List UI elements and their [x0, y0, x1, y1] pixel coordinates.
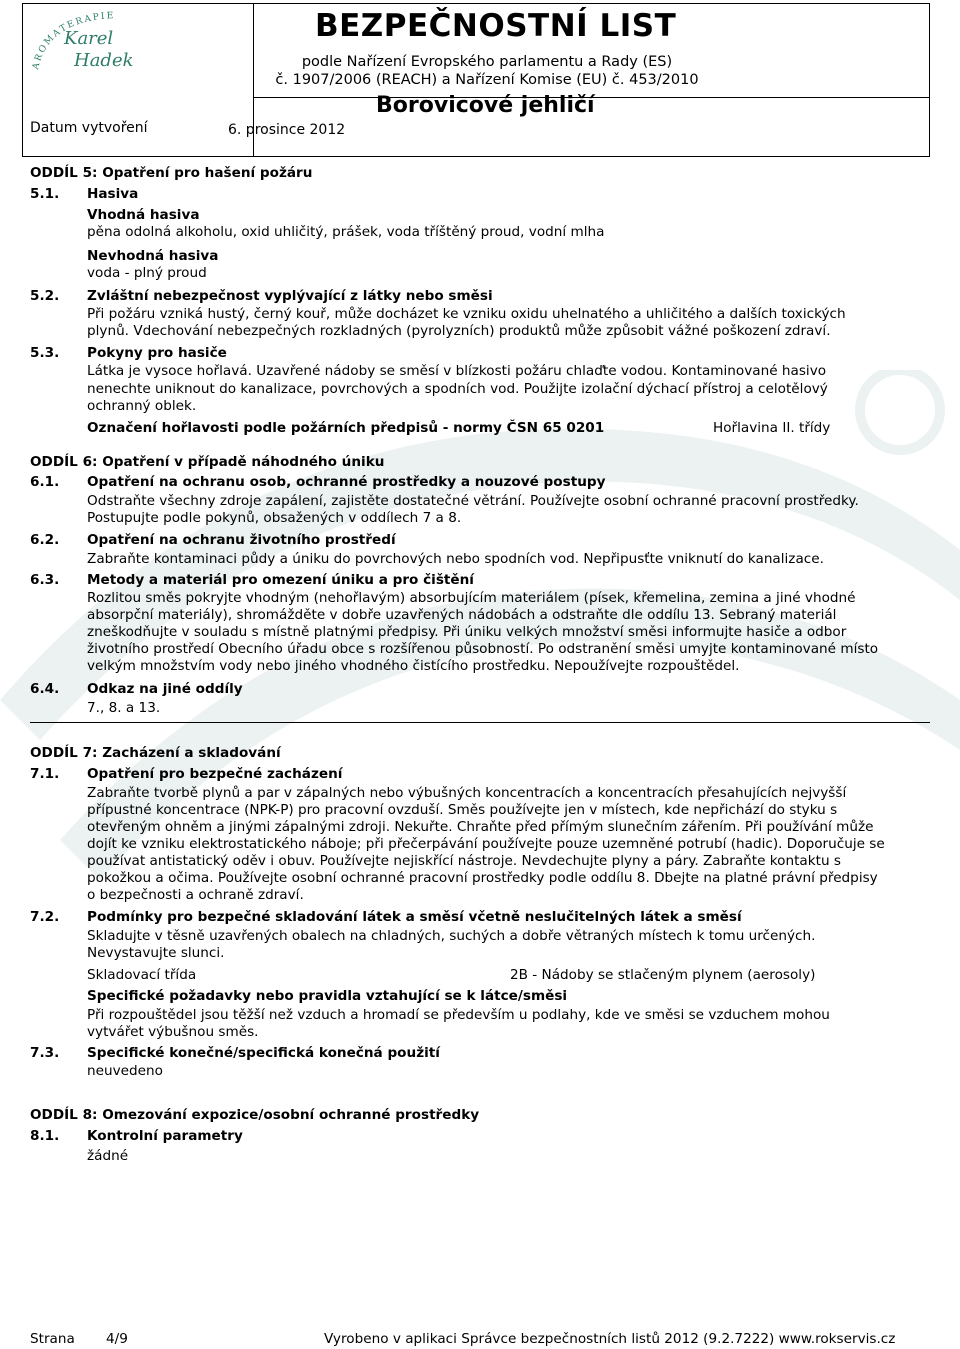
- section-6-3-number: 6.3.: [30, 572, 60, 588]
- section-8-heading: ODDÍL 8: Omezování expozice/osobní ochranné prostředky: [30, 1107, 480, 1123]
- product-name: Borovicové jehličí: [376, 93, 595, 118]
- section-6-2-text: Zabraňte kontaminaci půdy a úniku do povrchových nebo spodních vod. Nepřipusťte vniknutí do kanalizace.: [87, 551, 824, 567]
- section-5-2-number: 5.2.: [30, 288, 60, 304]
- section-7-2-number: 7.2.: [30, 909, 60, 925]
- section-5-3-line-2: nenechte uniknout do kanalizace, povrchových a spodních vod. Použijte izolační dýchací přístroj a celotělový: [87, 381, 828, 397]
- subtitle-line-2: č. 1907/2006 (REACH) a Nařízení Komise (EU) č. 453/2010: [275, 72, 699, 88]
- section-6-1-number: 6.1.: [30, 474, 60, 490]
- section-5-3-line-3: ochranný oblek.: [87, 398, 197, 414]
- specific-requirements-label: Specifické požadavky nebo pravidla vztahující se k látce/směsi: [87, 988, 568, 1004]
- section-7-1-line-4: dojít ke vzniku elektrostatického náboje; při přečerpávání používejte pouze uzemněné potrubí (hadic). Doporučuje se: [87, 836, 885, 852]
- section-7-2-title: Podmínky pro bezpečné skladování látek a směsí včetně neslučitelných látek a směsí: [87, 909, 742, 925]
- footer-page-label: Strana: [30, 1331, 75, 1347]
- section-7-2-line-2: Nevystavujte slunci.: [87, 945, 225, 961]
- section-7-1-line-1: Zabraňte tvorbě plynů a par v zápalných nebo výbušných koncentracích a koncentracích přesahujících nejvyšší: [87, 785, 847, 801]
- section-5-heading: ODDÍL 5: Opatření pro hašení požáru: [30, 165, 313, 181]
- unsuitable-agents-text: voda - plný proud: [87, 265, 207, 281]
- section-7-3-number: 7.3.: [30, 1045, 60, 1061]
- section-7-1-line-6: pokožkou a očima. Používejte osobní ochranné pracovní prostředky podle oddílu 8. Dbejte na platné právní předpisy: [87, 870, 878, 886]
- section-5-3-title: Pokyny pro hasiče: [87, 345, 227, 361]
- section-6-2-number: 6.2.: [30, 532, 60, 548]
- date-value: 6. prosince 2012: [228, 122, 346, 138]
- company-logo: [28, 8, 148, 78]
- document-title: BEZPEČNOSTNÍ LIST: [315, 8, 677, 44]
- flammability-label: Označení hořlavosti podle požárních předpisů - normy ČSN 65 0201: [87, 420, 605, 436]
- specific-requirements-line-1: Při rozpouštědel jsou těžší než vzduch a hromadí se především u podlahy, kde ve směsi se vzduchem mohou: [87, 1007, 830, 1023]
- section-5-3-line-1: Látka je vysoce hořlavá. Uzavřené nádoby se směsí v blízkosti požáru chlaďte vodou. Kontaminované hasivo: [87, 363, 827, 379]
- section-7-3-text: neuvedeno: [87, 1063, 163, 1079]
- section-6-3-line-1: Rozlitou směs pokryjte vhodným (nehořlavým) absorbujícím materiálem (písek, křemelina, zemina a jiné vhodné: [87, 590, 856, 606]
- section-6-4-title: Odkaz na jiné oddíly: [87, 681, 243, 697]
- section-7-1-line-7: o bezpečnosti a ochraně zdraví.: [87, 887, 304, 903]
- storage-class-value: 2B - Nádoby se stlačeným plynem (aerosoly): [510, 967, 816, 983]
- section-5-2-line-1: Při požáru vzniká hustý, černý kouř, může docházet ke vzniku oxidu uhelnatého a uhličitého a dalších toxických: [87, 306, 846, 322]
- section-7-1-line-5: používat antistatický oděv i obuv. Používejte nejiskřící nástroje. Nevdechujte plyny a páry. Zabraňte kontaktu s: [87, 853, 841, 869]
- section-divider: [30, 722, 930, 723]
- section-6-4-text: 7., 8. a 13.: [87, 700, 161, 716]
- section-7-heading: ODDÍL 7: Zacházení a skladování: [30, 745, 281, 761]
- section-6-3-title: Metody a materiál pro omezení úniku a pro čištění: [87, 572, 474, 588]
- section-6-1-line-2: Postupujte podle pokynů, obsažených v oddílech 7 a 8.: [87, 510, 462, 526]
- section-6-3-line-2: absorpční materiály), shromážděte v dobře uzavřených nádobách a odstraňte dle oddílu 13. Sebraný materiál: [87, 607, 837, 623]
- subtitle-line-1: podle Nařízení Evropského parlamentu a Rady (ES): [301, 54, 673, 70]
- unsuitable-agents-label: Nevhodná hasiva: [87, 248, 219, 264]
- section-6-3-line-4: životního prostředí Obecního úřadu obce s rozšířenou působností. Po odstranění směsi umyjte kontaminované místo: [87, 641, 879, 657]
- section-5-2-line-2: plynů. Vdechování nebezpečných rozkladných (pyrolyzních) produktů může způsobit vážné poškození zdraví.: [87, 323, 831, 339]
- section-8-1-title: Kontrolní parametry: [87, 1128, 243, 1144]
- document-subtitle: [252, 53, 722, 89]
- section-6-2-title: Opatření na ochranu životního prostředí: [87, 532, 396, 548]
- section-5-2-title: Zvláštní nebezpečnost vyplývající z látky nebo směsi: [87, 288, 493, 304]
- section-6-3-line-3: zneškodňujte v souladu s místně platnými předpisy. Při úniku velkých množství směsi informujte hasiče a odbor: [87, 624, 847, 640]
- storage-class-label: Skladovací třída: [87, 967, 197, 983]
- footer-page-number: 4/9: [106, 1331, 128, 1347]
- section-6-3-line-5: velkým množstvím vody nebo jiného vhodného čistícího prostředku. Nepoužívejte rozpouštědel.: [87, 658, 740, 674]
- logo-name-2: Hadek: [74, 50, 134, 71]
- section-7-2-line-1: Skladujte v těsně uzavřených obalech na chladných, suchých a dobře větraných místech k tomu určených.: [87, 928, 816, 944]
- suitable-agents-text: pěna odolná alkoholu, oxid uhličitý, prášek, voda tříštěný proud, vodní mlha: [87, 224, 605, 240]
- logo-arc-text: AROMATERAPIE: [31, 11, 116, 71]
- section-6-4-number: 6.4.: [30, 681, 60, 697]
- section-7-1-line-2: přípustné koncentrace (NPK-P) pro pracovní ovzduší. Směs používejte jen v místech, kde nepřichází do styku s: [87, 802, 838, 818]
- flammability-value: Hořlavina II. třídy: [713, 420, 831, 436]
- logo-name-1: Karel: [64, 28, 114, 49]
- section-5-1-title: Hasiva: [87, 186, 139, 202]
- section-6-1-line-1: Odstraňte všechny zdroje zapálení, zajistěte dostatečné větrání. Používejte osobní ochranné pracovní prostředky.: [87, 493, 859, 509]
- specific-requirements-line-2: vytvářet výbušnou směs.: [87, 1024, 259, 1040]
- section-5-3-number: 5.3.: [30, 345, 60, 361]
- section-7-3-title: Specifické konečné/specifická konečná použití: [87, 1045, 440, 1061]
- suitable-agents-label: Vhodná hasiva: [87, 207, 200, 223]
- section-5-1-number: 5.1.: [30, 186, 60, 202]
- section-6-heading: ODDÍL 6: Opatření v případě náhodného úniku: [30, 454, 385, 470]
- section-6-1-title: Opatření na ochranu osob, ochranné prostředky a nouzové postupy: [87, 474, 606, 490]
- section-7-1-line-3: otevřeným ohněm a jinými zápalnými zdroji. Nekuřte. Chraňte před přímým slunečním zářením. Při používání může: [87, 819, 874, 835]
- section-7-1-title: Opatření pro bezpečné zacházení: [87, 766, 343, 782]
- section-7-1-number: 7.1.: [30, 766, 60, 782]
- section-8-1-text: žádné: [87, 1148, 129, 1164]
- section-8-1-number: 8.1.: [30, 1128, 60, 1144]
- date-label: Datum vytvoření: [30, 120, 148, 136]
- footer-producer: Vyrobeno v aplikaci Správce bezpečnostních listů 2012 (9.2.7222) www.rokservis.cz: [324, 1331, 896, 1347]
